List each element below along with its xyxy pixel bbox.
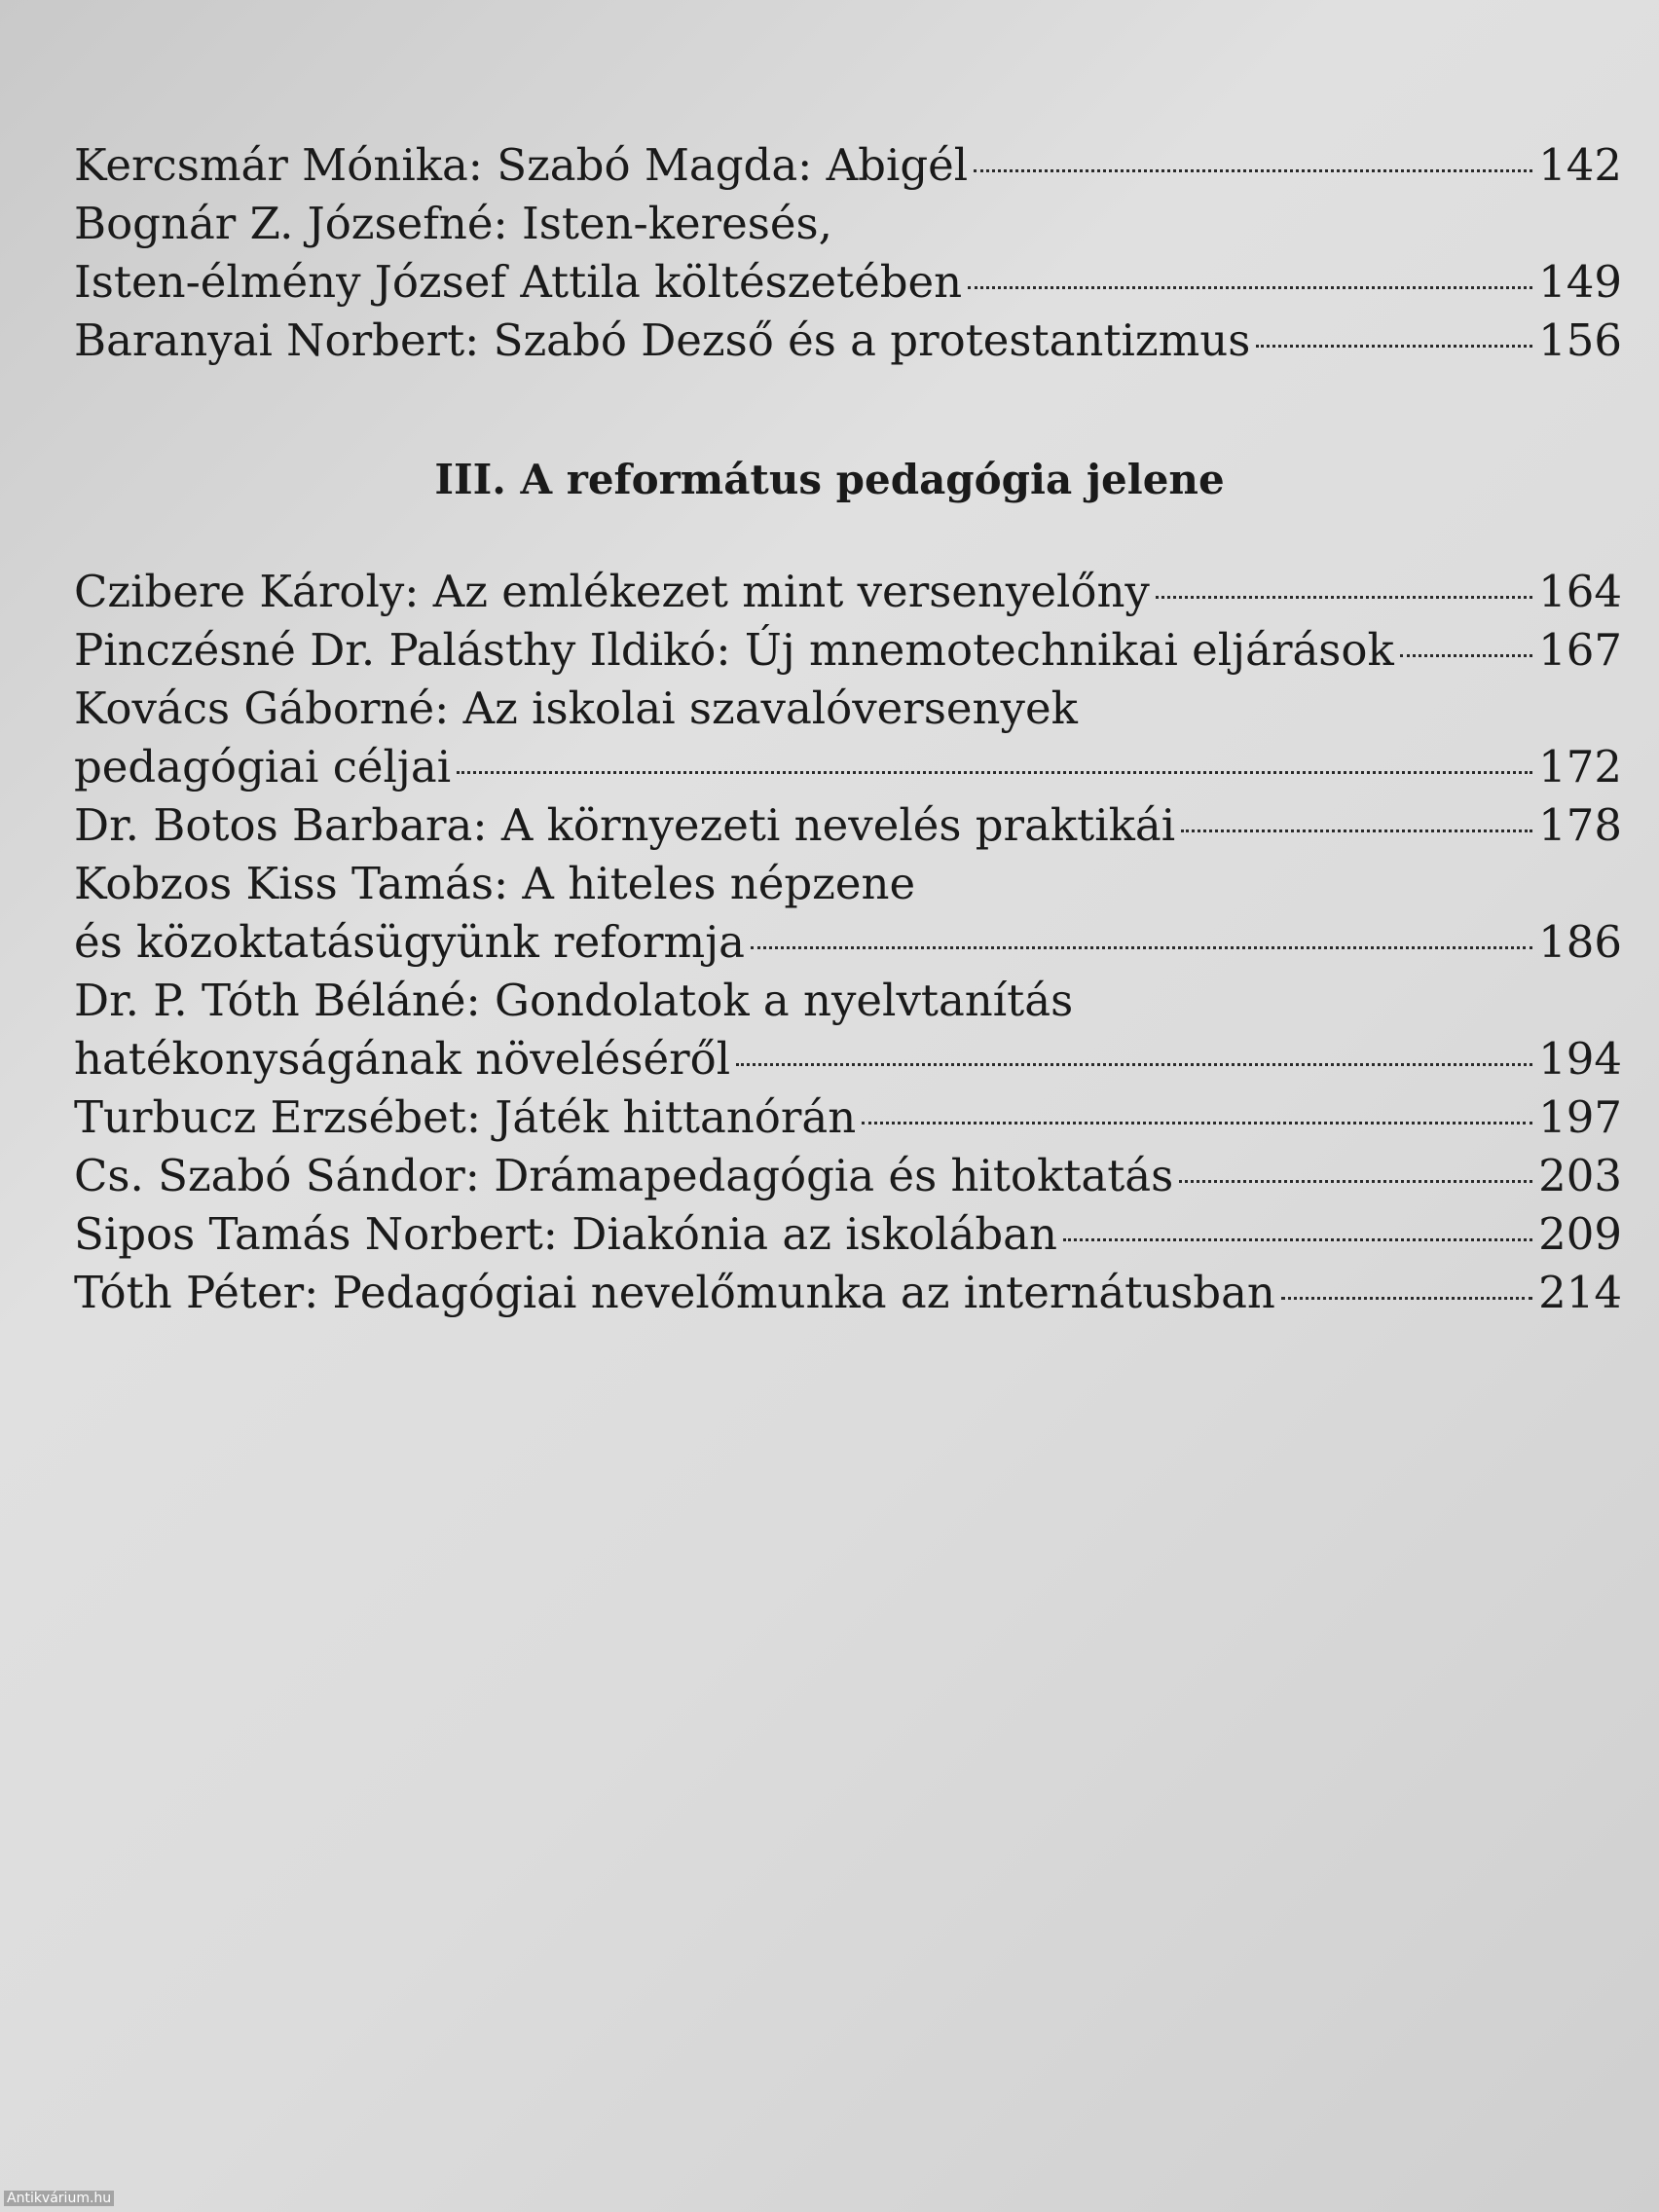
- toc-entry-line: [74, 796, 1622, 855]
- toc-entry: [74, 1264, 1622, 1322]
- toc-entry-line: [74, 1030, 1622, 1088]
- dot-leader: [862, 1122, 1532, 1124]
- toc-entry-title: Tóth Péter: Pedagógiai nevelőmunka az internátusban: [74, 1267, 1275, 1318]
- toc-entry-line: [74, 855, 1622, 913]
- dot-leader: [1063, 1238, 1532, 1241]
- dot-leader: [457, 771, 1532, 774]
- toc-page-number: 186: [1538, 916, 1622, 968]
- toc-entry-title: Baranyai Norbert: Szabó Dezső és a protestantizmus: [74, 314, 1251, 366]
- toc-entry-title: Cs. Szabó Sándor: Drámapedagógia és hitoktatás: [74, 1150, 1174, 1201]
- toc-entry: [74, 312, 1622, 370]
- toc-entry-line: [74, 913, 1622, 972]
- toc-entry-title: Kobzos Kiss Tamás: A hiteles népzene: [74, 858, 916, 909]
- toc-entry-line: [74, 738, 1622, 796]
- dot-leader: [1181, 830, 1532, 832]
- toc-entry-title: Isten-élmény József Attila költészetében: [74, 256, 963, 308]
- toc-entry-line: [74, 621, 1622, 680]
- toc-entry-line: [74, 1147, 1622, 1205]
- toc-entry-line: [74, 312, 1622, 370]
- toc-entry-line: [74, 136, 1622, 195]
- toc-part3-list: [74, 563, 1622, 1322]
- toc-page-number: 164: [1538, 566, 1622, 617]
- toc-entry-title: Dr. Botos Barbara: A környezeti nevelés praktikái: [74, 799, 1176, 851]
- section-heading: III. A református pedagógia jelene: [434, 456, 1225, 503]
- toc-entry-title: Dr. P. Tóth Béláné: Gondolatok a nyelvtanítás: [74, 975, 1074, 1026]
- toc-page-number: 167: [1538, 624, 1622, 676]
- dot-leader: [974, 169, 1532, 172]
- toc-page-number: 142: [1538, 139, 1622, 191]
- toc-entry-line: [74, 1088, 1622, 1147]
- toc-entry-title: Turbucz Erzsébet: Játék hittanórán: [74, 1091, 857, 1143]
- dot-leader: [1179, 1180, 1532, 1183]
- toc-entry-title: Kercsmár Mónika: Szabó Magda: Abigél: [74, 139, 969, 191]
- dot-leader: [1400, 654, 1532, 657]
- toc-entry: [74, 195, 1622, 312]
- toc-entry-line: [74, 253, 1622, 312]
- toc-entry-line: [74, 563, 1622, 621]
- toc-entry-title: Sipos Tamás Norbert: Diakónia az iskolában: [74, 1208, 1057, 1260]
- toc-entry: [74, 1147, 1622, 1205]
- toc-entry-title: pedagógiai céljai: [74, 741, 452, 793]
- toc-page-number: 209: [1538, 1208, 1622, 1260]
- toc-page-number: 149: [1538, 256, 1622, 308]
- toc-entry: [74, 855, 1622, 972]
- toc-entry-title: hatékonyságának növeléséről: [74, 1033, 731, 1085]
- toc-entry: [74, 621, 1622, 680]
- toc-entry-title: Czibere Károly: Az emlékezet mint versenyelőny: [74, 566, 1150, 617]
- toc-entry-line: [74, 1264, 1622, 1322]
- dot-leader: [751, 946, 1532, 949]
- toc-entry-title: Bognár Z. Józsefné: Isten-keresés,: [74, 198, 832, 249]
- toc-page-number: 156: [1538, 314, 1622, 366]
- toc-page-number: 197: [1538, 1091, 1622, 1143]
- toc-entry: [74, 1205, 1622, 1264]
- toc-page-number: 178: [1538, 799, 1622, 851]
- toc-entry-title: Kovács Gáborné: Az iskolai szavalóversenyek: [74, 682, 1078, 734]
- toc-entry: [74, 563, 1622, 621]
- toc-entry: [74, 972, 1622, 1088]
- toc-entry: [74, 796, 1622, 855]
- dot-leader: [1281, 1297, 1532, 1300]
- toc-entry: [74, 136, 1622, 195]
- dot-leader: [1256, 345, 1532, 348]
- toc-entry: [74, 680, 1622, 796]
- toc-entry-title: Pinczésné Dr. Palásthy Ildikó: Új mnemotechnikai eljárások: [74, 624, 1394, 676]
- dot-leader: [1156, 596, 1532, 599]
- toc-entry-title: és közoktatásügyünk reformja: [74, 916, 745, 968]
- toc-page-number: 203: [1538, 1150, 1622, 1201]
- watermark: Antikvárium.hu: [4, 2191, 114, 2206]
- toc-entry: [74, 1088, 1622, 1147]
- dot-leader: [736, 1063, 1532, 1066]
- toc-entry-line: [74, 680, 1622, 738]
- toc-page-number: 194: [1538, 1033, 1622, 1085]
- dot-leader: [968, 286, 1532, 289]
- toc-page-number: 172: [1538, 741, 1622, 793]
- toc-page-number: 214: [1538, 1267, 1622, 1318]
- toc-part2-list: [74, 136, 1622, 370]
- toc-entry-line: [74, 1205, 1622, 1264]
- toc-entry-line: [74, 195, 1622, 253]
- toc-entry-line: [74, 972, 1622, 1030]
